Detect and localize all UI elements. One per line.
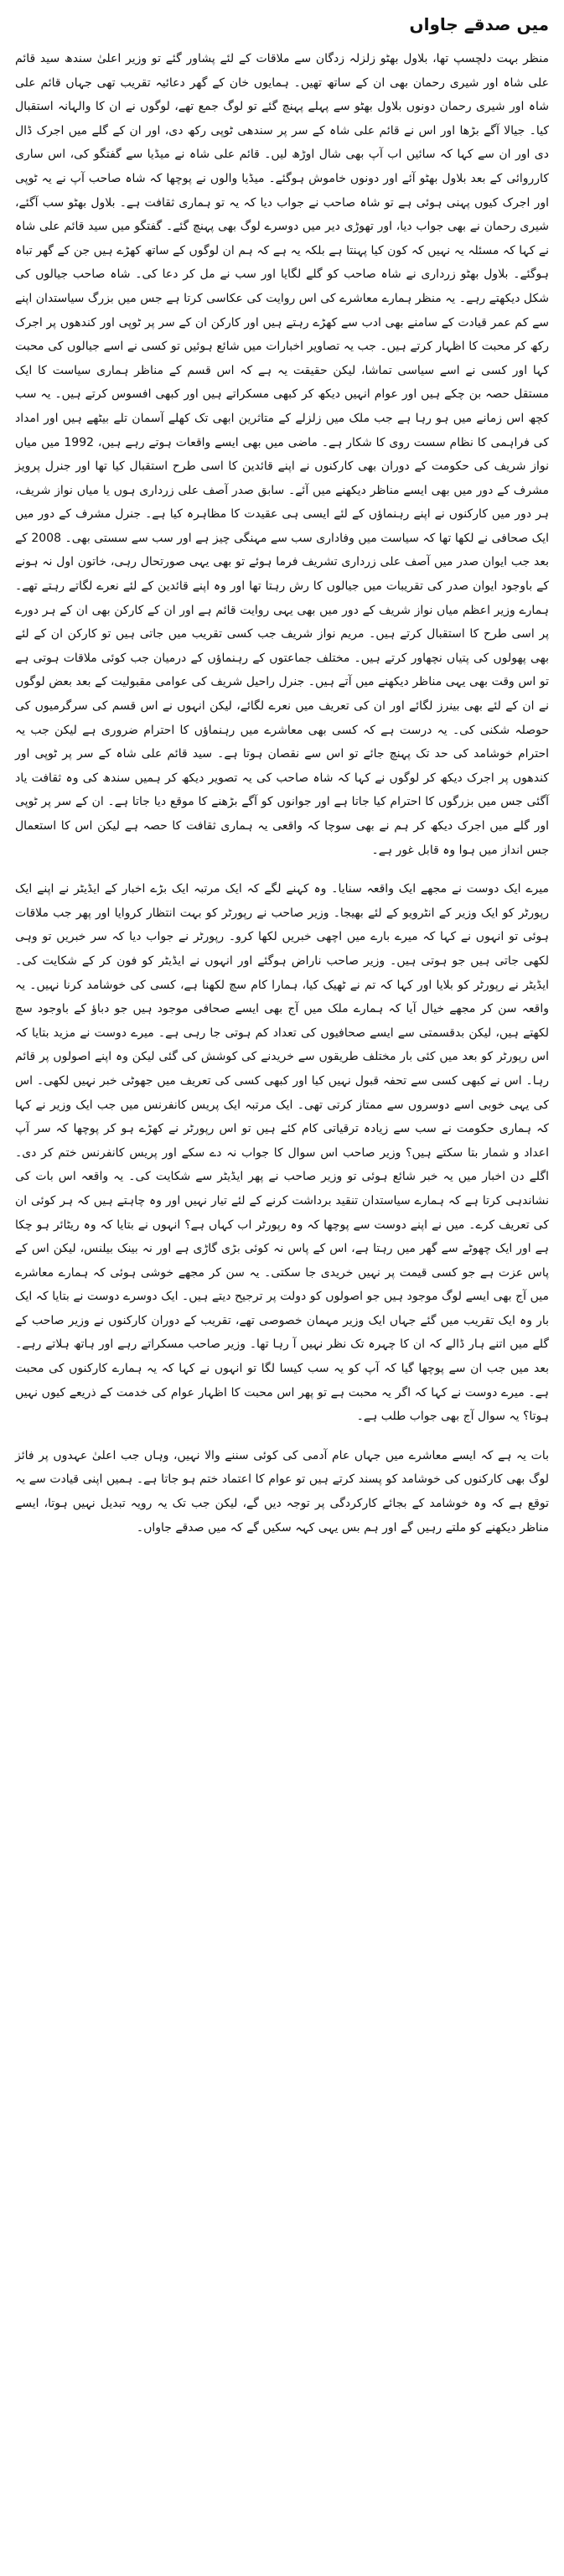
article-body [15, 47, 549, 1540]
article-paragraph: منظر بہت دلچسپ تھا، بلاول بھٹو زلزلہ زدگان سے ملاقات کے لئے پشاور گئے تو وزیر اعلیٰ سندھ سید قائم علی شاہ اور شیری رحمان بھی ان کے ساتھ تھیں۔ ہمایوں خان کے گھر دعائیہ تقریب تھی جہاں قائم علی شاہ اور شیری رحمان دونوں بلاول بھٹو سے پہلے پہنچ گئے تو لوگ جمع تھے، لوگوں نے ان کا والہانہ استقبال کیا۔ جیالا آگے بڑھا اور اس نے قائم علی شاہ کے سر پر سندھی ٹوپی رکھ دی، اور ان کے گلے میں اجرک ڈال دی اور ان سے کہا کہ سائیں اب آپ بھی شال اوڑھ لیں۔ قائم علی شاہ نے میڈیا سے گفتگو کی، اس ساری کارروائی کے بعد بلاول بھٹو آئے اور دونوں خاموش ہوگئے۔ میڈیا والوں نے پوچھا کہ شاہ صاحب آپ نے یہ ٹوپی اور اجرک کیوں پہنی ہوئی ہے تو شاہ صاحب نے جواب دیا کہ یہ تو ہماری ثقافت ہے۔ بلاول بھٹو سب آگئے، شیری رحمان نے بھی جواب دیا، اور تھوڑی دیر میں دوسرے لوگ بھی پہنچ گئے۔ گفتگو میں سید قائم علی شاہ نے کہا کہ مسئلہ یہ نہیں کہ کون کیا پہنتا ہے بلکہ یہ ہے کہ ہم ان لوگوں کے ساتھ کھڑے ہیں جن کے گھر تباہ ہوگئے۔ بلاول بھٹو زرداری نے شاہ صاحب کو گلے لگایا اور سب نے مل کر دعا کی۔ شاہ صاحب جیالوں کی شکل دیکھتے رہے۔ یہ منظر ہمارے معاشرے کی اس روایت کی عکاسی کرتا ہے جس میں بزرگ سیاستدان اپنے سے کم عمر قیادت کے سامنے بھی ادب سے کھڑے رہتے ہیں اور کارکن ان کے سر پر ٹوپی اور کندھوں پر اجرک رکھ کر محبت کا اظہار کرتے ہیں۔ جب یہ تصاویر اخبارات میں شائع ہوئیں تو کسی نے اسے جیالوں کی محبت کہا اور کسی نے اسے سیاسی تماشا، لیکن حقیقت یہ ہے کہ اس قسم کے مناظر ہماری سیاست کا ایک مستقل حصہ بن چکے ہیں اور عوام انہیں دیکھ کر کبھی مسکراتے ہیں اور کبھی افسوس کرتے ہیں۔ یہ سب کچھ اس زمانے میں ہو رہا ہے جب ملک میں زلزلے کے متاثرین ابھی تک کھلے آسمان تلے بیٹھے ہیں اور امداد کی فراہمی کا نظام سست روی کا شکار ہے۔ ماضی میں بھی ایسے واقعات ہوتے رہے ہیں، 1992 میں میاں نواز شریف کی حکومت کے دوران بھی کارکنوں نے اپنے قائدین کا اسی طرح استقبال کیا تھا اور جنرل پرویز مشرف کے دور میں بھی ایسے مناظر دیکھنے میں آئے۔ سابق صدر آصف علی زرداری ہوں یا میاں نواز شریف، ہر دور میں کارکنوں نے اپنے رہنماؤں کے لئے ایسی ہی عقیدت کا مظاہرہ کیا ہے۔ جنرل مشرف کے دور میں ایک صحافی نے لکھا تھا کہ سیاست میں وفاداری سب سے مہنگی چیز ہے اور سب سے سستی بھی۔ 2008 کے بعد جب ایوان صدر میں آصف علی زرداری تشریف فرما ہوئے تو بھی یہی صورتحال رہی، خاتون اول نہ ہونے کے باوجود ایوان صدر کی تقریبات میں جیالوں کا رش رہتا تھا اور وہ اپنے قائدین کے لئے نعرے لگاتے رہتے تھے۔ ہمارے وزیر اعظم میاں نواز شریف کے دور میں بھی یہی روایت قائم ہے اور ان کے کارکن بھی ان کے ہر دورے پر اسی طرح کا استقبال کرتے ہیں۔ مریم نواز شریف جب کسی تقریب میں جاتی ہیں تو کارکن ان کے لئے بھی پھولوں کی پتیاں نچھاور کرتے ہیں۔ مختلف جماعتوں کے رہنماؤں کے درمیان جب کوئی ملاقات ہوتی ہے تو اس وقت بھی یہی مناظر دیکھنے میں آتے ہیں۔ جنرل راحیل شریف کی عوامی مقبولیت کے بعد بعض لوگوں نے ان کے لئے بھی بینرز لگائے اور ان کی تعریف میں نعرے لگائے، لیکن انہوں نے اس قسم کی سرگرمیوں کی حوصلہ شکنی کی۔ یہ درست ہے کہ کسی بھی معاشرے میں رہنماؤں کا احترام ضروری ہے لیکن جب یہ احترام خوشامد کی حد تک پہنچ جائے تو اس سے نقصان ہوتا ہے۔ سید قائم علی شاہ کے سر پر ٹوپی اور کندھوں پر اجرک دیکھ کر لوگوں نے کہا کہ شاہ صاحب کی یہ تصویر دیکھ کر ہمیں سندھ کی وہ ثقافت یاد آگئی جس میں بزرگوں کا احترام کیا جاتا ہے اور جوانوں کو آگے بڑھنے کا موقع دیا جاتا ہے۔ ان کے سر پر ٹوپی اور گلے میں اجرک دیکھ کر ہم نے بھی سوچا کہ واقعی یہ ہماری ثقافت کا حصہ ہے لیکن اس کا استعمال جس انداز میں ہوا وہ قابل غور ہے۔ [15, 52, 550, 857]
article-paragraph: بات یہ ہے کہ ایسے معاشرے میں جہاں عام آدمی کی کوئی سننے والا نہیں، وہاں جب اعلیٰ عہدوں پر فائز لوگ بھی کارکنوں کی خوشامد کو پسند کرتے ہیں تو عوام کا اعتماد ختم ہو جاتا ہے۔ ہمیں اپنی قیادت سے یہ توقع ہے کہ وہ خوشامد کے بجائے کارکردگی پر توجہ دیں گے، لیکن جب تک یہ رویہ تبدیل نہیں ہوتا، ایسے مناظر دیکھنے کو ملتے رہیں گے اور ہم بس یہی کہہ سکیں گے کہ میں صدقے جاواں۔ [15, 1448, 549, 1535]
article-title: میں صدقے جاواں [409, 14, 549, 34]
article-paragraph: میرے ایک دوست نے مجھے ایک واقعہ سنایا۔ وہ کہنے لگے کہ ایک مرتبہ ایک بڑے اخبار کے ایڈیٹر نے اپنے ایک رپورٹر کو ایک وزیر کے انٹرویو کے لئے بھیجا۔ وزیر صاحب نے رپورٹر کو بہت انتظار کروایا اور پھر جب ملاقات ہوئی تو انہوں نے کہا کہ میرے بارے میں اچھی خبریں لکھا کرو۔ رپورٹر نے جواب دیا کہ سر خبریں تو وہی لکھی جاتی ہیں جو ہوتی ہیں۔ وزیر صاحب ناراض ہوگئے اور انہوں نے ایڈیٹر کو فون کر کے شکایت کی۔ ایڈیٹر نے رپورٹر کو بلایا اور کہا کہ تم نے ٹھیک کیا، ہمارا کام سچ لکھنا ہے، کسی کی خوشامد کرنا نہیں۔ یہ واقعہ سن کر مجھے خیال آیا کہ ہمارے ملک میں آج بھی ایسے صحافی موجود ہیں جو دباؤ کے باوجود سچ لکھتے ہیں، لیکن بدقسمتی سے ایسے صحافیوں کی تعداد کم ہوتی جا رہی ہے۔ میرے دوست نے مزید بتایا کہ اس رپورٹر کو بعد میں کئی بار مختلف طریقوں سے خریدنے کی کوشش کی گئی لیکن وہ اپنے اصولوں پر قائم رہا۔ اس نے کبھی کسی سے تحفہ قبول نہیں کیا اور کبھی کسی کی تعریف میں جھوٹی خبر نہیں لکھی۔ اس کی یہی خوبی اسے دوسروں سے ممتاز کرتی تھی۔ ایک مرتبہ ایک پریس کانفرنس میں جب ایک وزیر نے کہا کہ ہماری حکومت نے سب سے زیادہ ترقیاتی کام کئے ہیں تو اس رپورٹر نے کھڑے ہو کر پوچھا کہ سر آپ اعداد و شمار بتا سکتے ہیں؟ وزیر صاحب اس سوال کا جواب نہ دے سکے اور پریس کانفرنس ختم کر دی۔ اگلے دن اخبار میں یہ خبر شائع ہوئی تو وزیر صاحب نے پھر ایڈیٹر سے شکایت کی۔ یہ واقعہ اس بات کی نشاندہی کرتا ہے کہ ہمارے سیاستدان تنقید برداشت کرنے کے لئے تیار نہیں اور وہ چاہتے ہیں کہ ہر کوئی ان کی تعریف کرے۔ میں نے اپنے دوست سے پوچھا کہ وہ رپورٹر اب کہاں ہے؟ انہوں نے بتایا کہ وہ ریٹائر ہو چکا ہے اور ایک چھوٹے سے گھر میں رہتا ہے، اس کے پاس نہ کوئی بڑی گاڑی ہے اور نہ بینک بیلنس، لیکن اس کے پاس عزت ہے جو کسی قیمت پر نہیں خریدی جا سکتی۔ یہ سن کر مجھے خوشی ہوئی کہ ہمارے معاشرے میں آج بھی ایسے لوگ موجود ہیں جو اصولوں کو دولت پر ترجیح دیتے ہیں۔ ایک دوسرے دوست نے بتایا کہ ایک بار وہ ایک تقریب میں گئے جہاں ایک وزیر مہمان خصوصی تھے، تقریب کے دوران کارکنوں نے وزیر صاحب کے گلے میں اتنے ہار ڈالے کہ ان کا چہرہ تک نظر نہیں آ رہا تھا۔ وزیر صاحب مسکراتے رہے اور ہاتھ ہلاتے رہے۔ بعد میں جب ان سے پوچھا گیا کہ آپ کو یہ سب کیسا لگا تو انہوں نے کہا کہ یہ ہمارے کارکنوں کی محبت ہے۔ میرے دوست نے کہا کہ اگر یہ محبت ہے تو پھر اس محبت کا اظہار عوام کی خدمت کے ذریعے کیوں نہیں ہوتا؟ یہ سوال آج بھی جواب طلب ہے۔ [15, 882, 549, 1424]
